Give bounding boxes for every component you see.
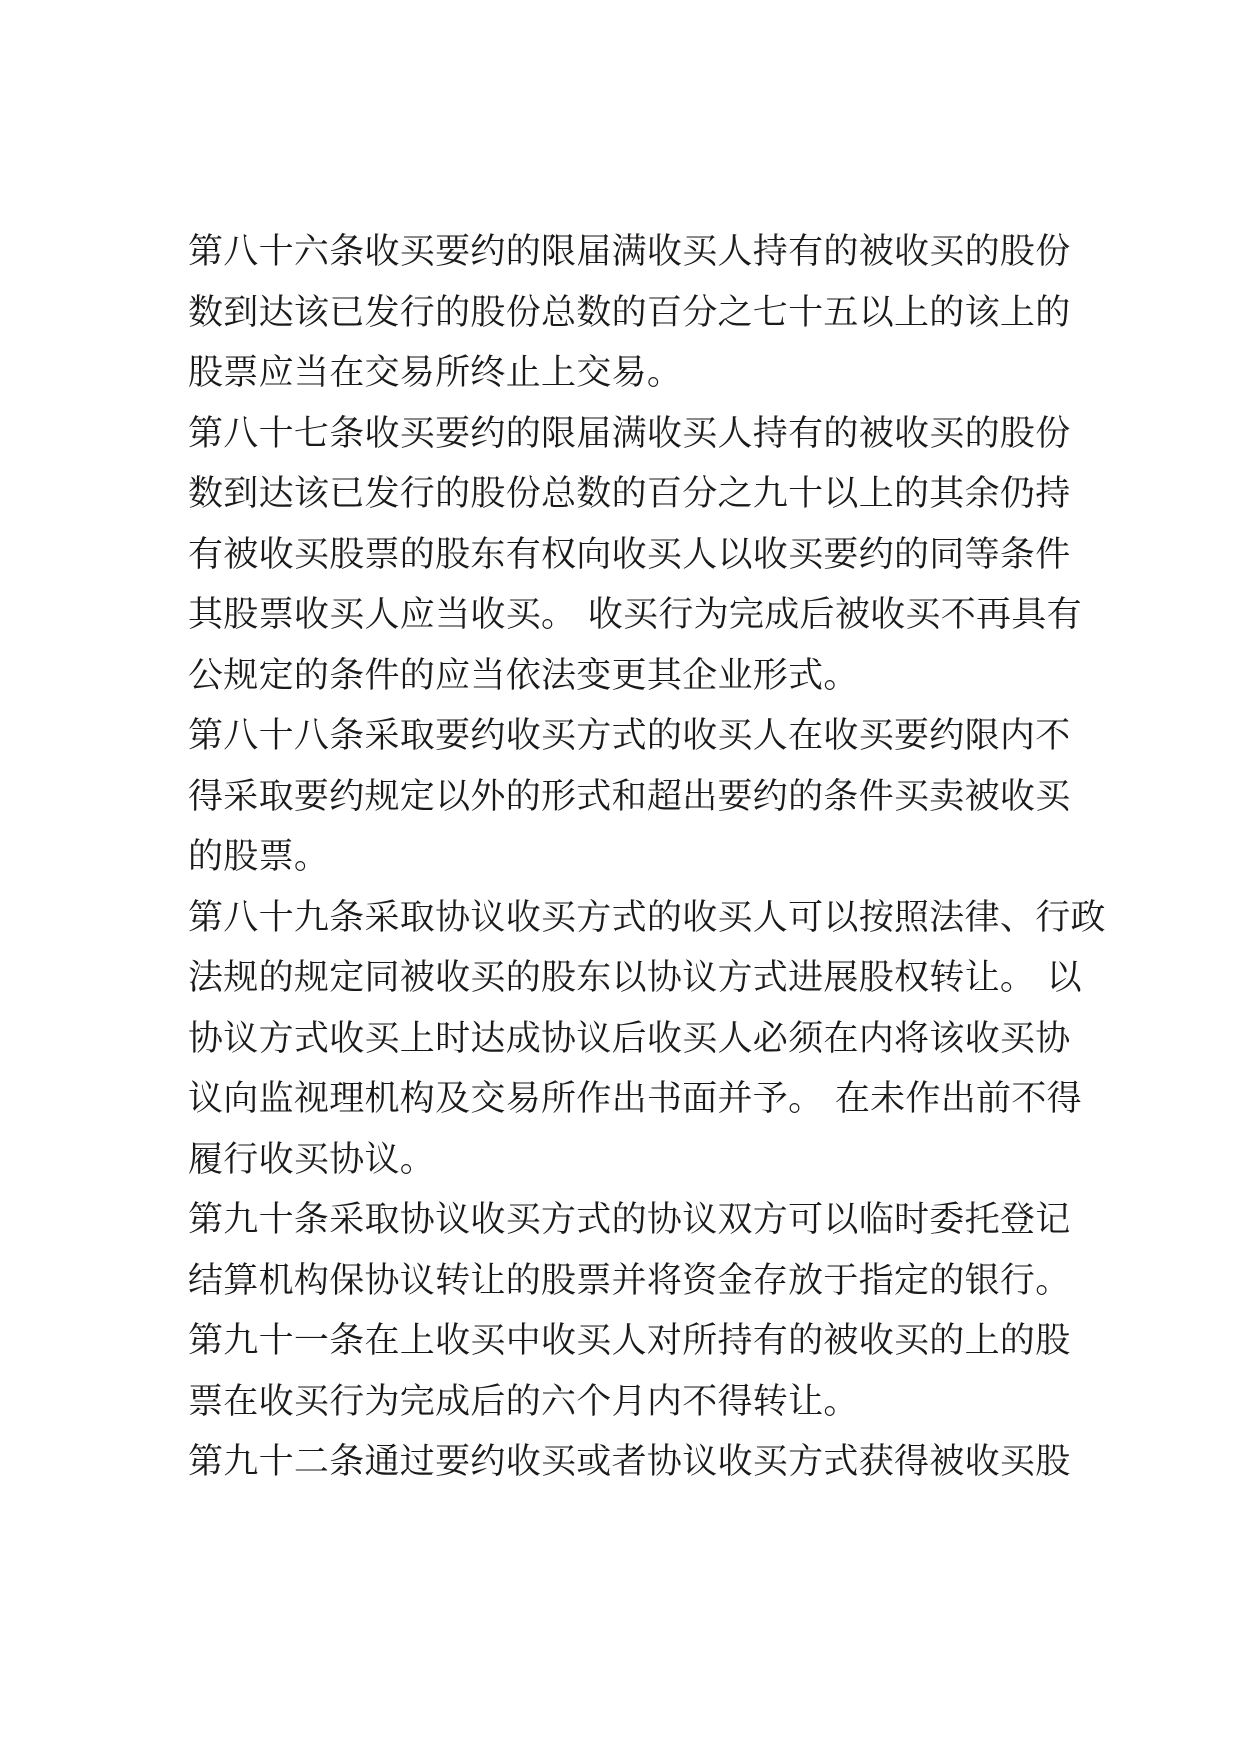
text-line: 其股票收买人应当收买。 收买行为完成后被收买不再具有 bbox=[188, 595, 1082, 635]
text-line: 第八十九条采取协议收买方式的收买人可以按照法律、行政 bbox=[188, 897, 1106, 938]
text-line: 结算机构保协议转让的股票并将资金存放于指定的银行。 bbox=[188, 1260, 1071, 1301]
text-line: 数到达该已发行的股份总数的百分之七十五以上的该上的 bbox=[188, 292, 1071, 333]
text-line: 履行收买协议。 bbox=[188, 1139, 436, 1180]
text-line: 得采取要约规定以外的形式和超出要约的条件买卖被收买 bbox=[188, 776, 1071, 817]
text-line: 票在收买行为完成后的六个月内不得转让。 bbox=[188, 1381, 859, 1422]
text-line: 股票应当在交易所终止上交易。 bbox=[188, 353, 683, 393]
text-line: 第九十条采取协议收买方式的协议双方可以临时委托登记 bbox=[188, 1200, 1071, 1240]
text-line: 第八十八条采取要约收买方式的收买人在收买要约限内不 bbox=[188, 716, 1071, 756]
text-line: 第九十一条在上收买中收买人对所持有的被收买的上的股 bbox=[188, 1321, 1071, 1361]
text-line: 法规的规定同被收买的股东以协议方式进展股权转让。 以 bbox=[188, 958, 1082, 998]
text-line: 第八十六条收买要约的限届满收买人持有的被收买的股份 bbox=[188, 232, 1071, 272]
text-line: 公规定的条件的应当依法变更其企业形式。 bbox=[188, 655, 859, 696]
text-line: 有被收买股票的股东有权向收买人以收买要约的同等条件 bbox=[188, 534, 1071, 575]
body-text bbox=[188, 222, 1106, 1493]
text-line: 的股票。 bbox=[188, 837, 330, 877]
text-line: 数到达该已发行的股份总数的百分之九十以上的其余仍持 bbox=[188, 474, 1071, 514]
text-line: 议向监视理机构及交易所作出书面并予。 在未作出前不得 bbox=[188, 1079, 1082, 1119]
text-line: 第八十七条收买要约的限届满收买人持有的被收买的股份 bbox=[188, 413, 1071, 454]
text-line: 协议方式收买上时达成协议后收买人必须在内将该收买协 bbox=[188, 1018, 1071, 1059]
text-line: 第九十二条通过要约收买或者协议收买方式获得被收买股 bbox=[188, 1442, 1071, 1482]
